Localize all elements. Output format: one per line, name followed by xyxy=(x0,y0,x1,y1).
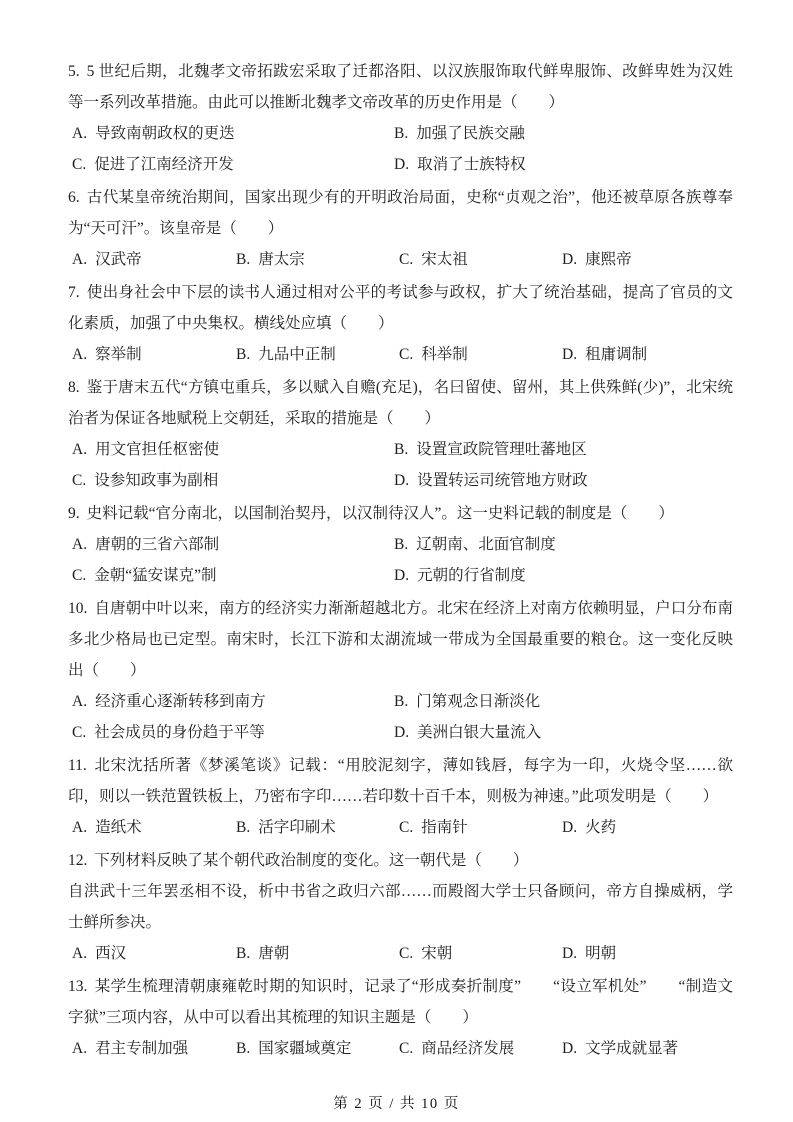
option-a xyxy=(68,434,390,465)
question-number: 5. xyxy=(68,63,80,80)
option-letter: A. xyxy=(72,1040,88,1057)
question-stem-text: 鉴于唐末五代“方镇屯重兵，多以赋入自赡(充足)，名曰留使、留州，其上供殊鲜(少)”，北宋统治者为保证各地赋税上交朝廷，采取的措施是（ ） xyxy=(68,379,733,427)
option-c xyxy=(395,1033,558,1064)
question-stem-text: 5 世纪后期，北魏孝文帝拓跋宏采取了迁都洛阳、以汉族服饰取代鲜卑服饰、改鲜卑姓为汉姓等一系列改革措施。由此可以推断北魏孝文帝改革的历史作用是（ ） xyxy=(68,63,733,111)
question-number: 8. xyxy=(68,379,80,396)
option-letter: D. xyxy=(562,945,578,962)
question xyxy=(68,593,733,748)
option-b xyxy=(232,339,395,370)
question-stem xyxy=(68,372,733,434)
option-text: 门第观念日渐淡化 xyxy=(416,693,541,710)
question-material: 自洪武十三年罢丞相不设，析中书省之政归六部……而殿阁大学士只备顾问，帝方自操威柄，学士鲜所参决。 xyxy=(68,883,733,931)
options-group xyxy=(68,244,733,275)
option-b xyxy=(390,686,733,717)
option-d xyxy=(390,560,733,591)
question-number: 13. xyxy=(68,978,88,995)
option-text: 设参知政事为副相 xyxy=(94,472,219,489)
question-stem xyxy=(68,971,733,1033)
question xyxy=(68,845,733,969)
question-stem xyxy=(68,277,733,339)
option-d xyxy=(390,149,733,180)
option-letter: A. xyxy=(72,693,88,710)
option-d xyxy=(558,339,733,370)
option-letter: B. xyxy=(394,441,409,458)
option-letter: B. xyxy=(236,819,251,836)
option-letter: D. xyxy=(562,346,578,363)
options-group xyxy=(68,812,733,843)
option-d xyxy=(390,717,733,748)
option-text: 用文官担任枢密使 xyxy=(95,441,220,458)
option-letter: B. xyxy=(394,536,409,553)
option-letter: A. xyxy=(72,125,88,142)
option-c xyxy=(68,465,390,496)
question-stem-text: 自唐朝中叶以来，南方的经济实力渐渐超越北方。北宋在经济上对南方依赖明显，户口分布南多北少格局也已定型。南宋时，长江下游和太湖流域一带成为全国最重要的粮仓。这一变化反映出（ ） xyxy=(68,600,733,679)
question-number: 11. xyxy=(68,757,87,774)
question-number: 6. xyxy=(68,189,80,206)
option-text: 科举制 xyxy=(421,346,468,363)
option-a xyxy=(68,1033,232,1064)
option-letter: A. xyxy=(72,441,88,458)
option-text: 加强了民族交融 xyxy=(416,125,525,142)
question-stem xyxy=(68,498,733,529)
option-letter: A. xyxy=(72,536,88,553)
option-d xyxy=(558,812,733,843)
option-text: 指南针 xyxy=(421,819,468,836)
option-text: 国家疆域奠定 xyxy=(258,1040,352,1057)
question-number: 7. xyxy=(68,284,80,301)
question-stem-text: 下列材料反映了某个朝代政治制度的变化。这一朝代是（ ） xyxy=(94,852,529,869)
option-letter: D. xyxy=(394,472,410,489)
question-stem xyxy=(68,845,733,876)
option-c xyxy=(395,339,558,370)
option-letter: B. xyxy=(236,945,251,962)
option-text: 唐朝 xyxy=(258,945,290,962)
option-b xyxy=(232,812,395,843)
option-b xyxy=(232,244,395,275)
option-text: 宋太祖 xyxy=(421,251,468,268)
option-d xyxy=(558,938,733,969)
option-a xyxy=(68,812,232,843)
option-text: 设置宣政院管理吐蕃地区 xyxy=(416,441,587,458)
question xyxy=(68,182,733,275)
question xyxy=(68,971,733,1064)
option-text: 宋朝 xyxy=(421,945,453,962)
option-letter: D. xyxy=(394,724,410,741)
option-c xyxy=(68,560,390,591)
option-d xyxy=(390,465,733,496)
option-letter: A. xyxy=(72,945,88,962)
option-text: 社会成员的身份趋于平等 xyxy=(94,724,265,741)
question-stem xyxy=(68,593,733,686)
option-a xyxy=(68,529,390,560)
option-text: 明朝 xyxy=(585,945,617,962)
option-letter: D. xyxy=(562,251,578,268)
options-group xyxy=(68,118,733,180)
option-letter: A. xyxy=(72,346,88,363)
question-number: 10. xyxy=(68,600,88,617)
option-letter: C. xyxy=(72,724,87,741)
option-letter: C. xyxy=(399,346,414,363)
option-text: 取消了士族特权 xyxy=(417,156,526,173)
option-c xyxy=(395,812,558,843)
question-stem xyxy=(68,56,733,118)
question-number: 9. xyxy=(68,505,80,522)
option-text: 造纸术 xyxy=(95,819,142,836)
question xyxy=(68,277,733,370)
option-letter: C. xyxy=(399,251,414,268)
option-text: 西汉 xyxy=(95,945,127,962)
option-letter: B. xyxy=(394,125,409,142)
option-text: 金朝“猛安谋克”制 xyxy=(94,567,217,584)
option-letter: D. xyxy=(562,819,578,836)
option-b xyxy=(390,434,733,465)
option-text: 文学成就显著 xyxy=(585,1040,679,1057)
option-letter: C. xyxy=(72,567,87,584)
options-group xyxy=(68,529,733,591)
option-text: 察举制 xyxy=(95,346,142,363)
option-letter: D. xyxy=(394,567,410,584)
option-d xyxy=(558,244,733,275)
question xyxy=(68,372,733,496)
option-text: 导致南朝政权的更迭 xyxy=(95,125,235,142)
question-number: 12. xyxy=(68,852,88,869)
option-text: 辽朝南、北面官制度 xyxy=(416,536,556,553)
option-c xyxy=(395,244,558,275)
option-text: 活字印刷术 xyxy=(258,819,336,836)
option-a xyxy=(68,244,232,275)
question-stem-text: 使出身社会中下层的读书人通过相对公平的考试参与政权，扩大了统治基础，提高了官员的文化素质，加强了中央集权。横线处应填（ ） xyxy=(68,284,733,332)
option-letter: C. xyxy=(72,472,87,489)
question-stem-text: 史料记载“官分南北，以国制治契丹，以汉制待汉人”。这一史料记载的制度是（ ） xyxy=(86,505,674,522)
option-a xyxy=(68,339,232,370)
question xyxy=(68,750,733,843)
option-b xyxy=(232,938,395,969)
option-letter: B. xyxy=(394,693,409,710)
question-stem xyxy=(68,182,733,244)
question xyxy=(68,56,733,180)
option-b xyxy=(390,118,733,149)
option-b xyxy=(390,529,733,560)
option-c xyxy=(395,938,558,969)
option-a xyxy=(68,118,390,149)
options-group xyxy=(68,686,733,748)
option-letter: B. xyxy=(236,251,251,268)
option-text: 唐太宗 xyxy=(258,251,305,268)
options-group xyxy=(68,339,733,370)
option-text: 火药 xyxy=(585,819,617,836)
option-text: 促进了江南经济开发 xyxy=(94,156,234,173)
question-stem-text: 古代某皇帝统治期间，国家出现少有的开明政治局面，史称“贞观之治”，他还被草原各族尊奉为“天可汗”。该皇帝是（ ） xyxy=(68,189,733,237)
options-group xyxy=(68,938,733,969)
option-a xyxy=(68,686,390,717)
page-number-footer: 第 2 页 / 共 10 页 xyxy=(333,1096,460,1112)
option-letter: C. xyxy=(399,1040,414,1057)
option-letter: A. xyxy=(72,819,88,836)
option-d xyxy=(558,1033,733,1064)
option-b xyxy=(232,1033,395,1064)
question-stem xyxy=(68,750,733,812)
option-text: 商品经济发展 xyxy=(421,1040,515,1057)
option-letter: B. xyxy=(236,1040,251,1057)
option-letter: A. xyxy=(72,251,88,268)
option-text: 美洲白银大量流入 xyxy=(417,724,542,741)
option-text: 经济重心逐渐转移到南方 xyxy=(95,693,266,710)
option-text: 君主专制加强 xyxy=(95,1040,189,1057)
option-text: 唐朝的三省六部制 xyxy=(95,536,220,553)
option-a xyxy=(68,938,232,969)
option-text: 康熙帝 xyxy=(585,251,632,268)
options-group xyxy=(68,1033,733,1064)
option-letter: C. xyxy=(399,945,414,962)
question-list xyxy=(68,56,733,1064)
option-letter: C. xyxy=(399,819,414,836)
option-text: 设置转运司统管地方财政 xyxy=(417,472,588,489)
option-letter: B. xyxy=(236,346,251,363)
option-c xyxy=(68,717,390,748)
question-stem-text: 北宋沈括所著《梦溪笔谈》记载：“用胶泥刻字，薄如钱唇，每字为一印，火烧令坚……欲印，则以一铁范置铁板上，乃密布字印……若印数十百千本，则极为神速。”此项发明是（ ） xyxy=(68,757,733,805)
option-text: 租庸调制 xyxy=(585,346,648,363)
option-c xyxy=(68,149,390,180)
option-letter: D. xyxy=(562,1040,578,1057)
option-text: 汉武帝 xyxy=(95,251,142,268)
option-letter: D. xyxy=(394,156,410,173)
option-text: 九品中正制 xyxy=(258,346,336,363)
options-group xyxy=(68,434,733,496)
option-text: 元朝的行省制度 xyxy=(417,567,526,584)
question xyxy=(68,498,733,591)
option-letter: C. xyxy=(72,156,87,173)
question-stem-text: 某学生梳理清朝康雍乾时期的知识时，记录了“形成奏折制度” “设立军机处” “制造文字狱”三项内容，从中可以看出其梳理的知识主题是（ ） xyxy=(68,978,733,1026)
